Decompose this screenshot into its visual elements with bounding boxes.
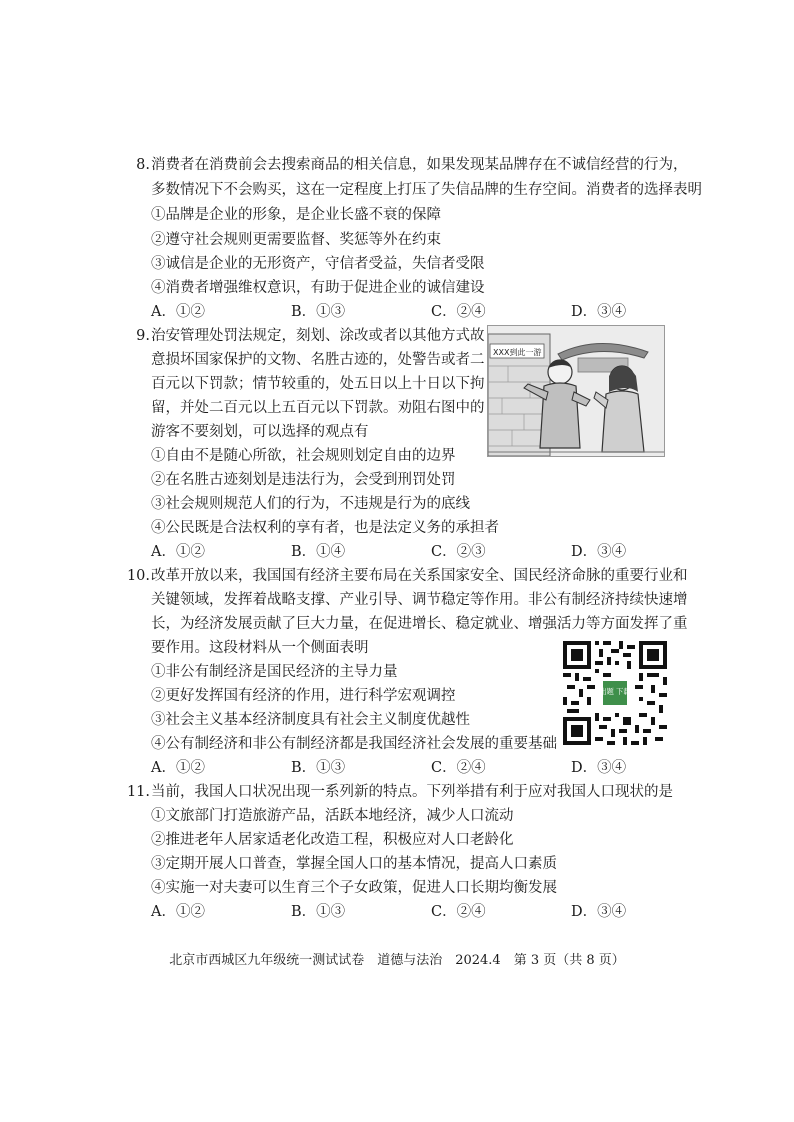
option-c: C．②④ [431,304,486,320]
option-a: A．①② [151,304,205,320]
question-stem-line: 治安管理处罚法规定，刻划、涂改或者以其他方式故 [151,328,485,344]
question-stem-line: 长，为经济发展贡献了巨大力量，在促进增长、稳定就业、增强活力等方面发挥了重 [151,616,688,632]
wall-graffiti-text: XXX到此一游 [493,348,542,357]
illustration-tourists-carving [487,325,665,457]
option-d: D．③④ [571,544,627,560]
question-stem-line: 消费者在消费前会去搜索商品的相关信息，如果发现某品牌存在不诚信经营的行为， [151,157,688,173]
qr-code[interactable] [563,640,667,746]
question-stem-line: 百元以下罚款；情节较重的，处五日以上十日以下拘 [151,376,485,392]
statement-4: ④公有制经济和非公有制经济都是我国经济社会发展的重要基础 [151,736,557,752]
question-stem-line: 游客不要刻划，可以选择的观点有 [151,424,369,440]
option-a: A．①② [151,760,205,776]
statement-1: ①非公有制经济是国民经济的主导力量 [151,664,398,680]
statement-3: ③社会规则规范人们的行为，不违规是行为的底线 [151,496,470,512]
statement-3: ③定期开展人口普查，掌握全国人口的基本情况，提高人口素质 [151,856,557,872]
statement-1: ①品牌是企业的形象，是企业长盛不衰的保障 [151,207,441,223]
qr-logo-text: 出题 下载 [599,686,631,696]
question-number: 10. [126,568,150,584]
statement-1: ①文旅部门打造旅游产品，活跃本地经济，减少人口流动 [151,808,514,824]
question-stem-line: 意损坏国家保护的文物、名胜古迹的，处警告或者二 [151,352,485,368]
qr-code-icon [563,640,667,746]
question-stem-line: 多数情况下不会购买，这在一定程度上打压了失信品牌的生存空间。消费者的选择表明 [151,182,702,198]
option-b: B．①④ [291,544,346,560]
illustration-image [488,326,664,456]
statement-2: ②更好发挥国有经济的作用，进行科学宏观调控 [151,688,456,704]
statement-4: ④消费者增强维权意识，有助于促进企业的诚信建设 [151,280,485,296]
question-stem-line: 当前，我国人口状况出现一系列新的特点。下列举措有利于应对我国人口现状的是 [151,784,673,800]
option-b: B．①③ [291,760,346,776]
statement-3: ③诚信是企业的无形资产，守信者受益，失信者受限 [151,256,485,272]
option-c: C．②④ [431,904,486,920]
statement-4: ④公民既是合法权利的享有者，也是法定义务的承担者 [151,520,499,536]
question-stem-line: 改革开放以来，我国国有经济主要布局在关系国家安全、国民经济命脉的重要行业和 [151,568,688,584]
question-stem-line: 要作用。这段材料从一个侧面表明 [151,640,369,656]
option-d: D．③④ [571,904,627,920]
page-footer: 北京市西城区九年级统一测试试卷 道德与法治 2024.4 第 3 页（共 8 页） [169,953,625,968]
statement-2: ②遵守社会规则更需要监督、奖惩等外在约束 [151,232,441,248]
option-b: B．①③ [291,304,346,320]
question-stem-line: 关键领域，发挥着战略支撑、产业引导、调节稳定等作用。非公有制经济持续快速增 [151,592,688,608]
question-stem-line: 留，并处二百元以上五百元以下罚款。劝阻右图中的 [151,400,485,416]
option-a: A．①② [151,904,205,920]
option-d: D．③④ [571,760,627,776]
question-number: 8. [136,157,150,173]
option-a: A．①② [151,544,205,560]
statement-3: ③社会主义基本经济制度具有社会主义制度优越性 [151,712,470,728]
question-number: 11. [126,784,150,800]
statement-4: ④实施一对夫妻可以生育三个子女政策，促进人口长期均衡发展 [151,880,557,896]
option-c: C．②④ [431,760,486,776]
statement-2: ②推进老年人居家适老化改造工程，积极应对人口老龄化 [151,832,514,848]
option-c: C．②③ [431,544,486,560]
statement-2: ②在名胜古迹刻划是违法行为，会受到刑罚处罚 [151,472,456,488]
question-number: 9. [136,328,150,344]
option-b: B．①③ [291,904,346,920]
option-d: D．③④ [571,304,627,320]
statement-1: ①自由不是随心所欲，社会规则划定自由的边界 [151,448,456,464]
